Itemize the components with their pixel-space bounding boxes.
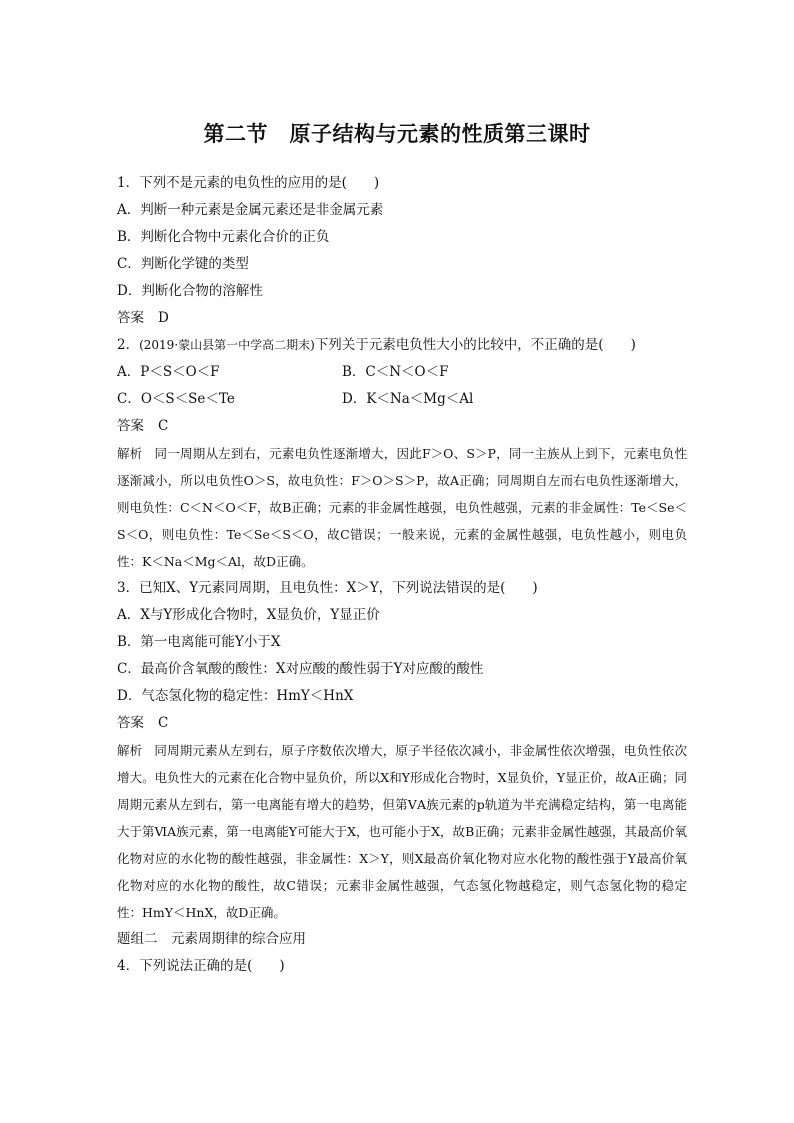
answer-label: 答案 xyxy=(117,418,144,434)
question-1-option-b: B．判断化合物中元素化合价的正负 xyxy=(117,229,330,245)
question-1-answer xyxy=(117,305,687,332)
answer-value: C xyxy=(158,715,169,731)
page-title: 第二节 原子结构与元素的性质第三课时 xyxy=(203,122,591,146)
question-1-option-d: D．判断化合物的溶解性 xyxy=(117,283,263,299)
document-body xyxy=(117,170,687,980)
explanation-text: 同一周期从左到右，元素电负性逐渐增大，因此F＞O、S＞P，同一主族从上到下，元素电负性逐渐减小，所以电负性O＞S，故电负性：F＞O＞S＞P，故A正确；同周期自左而右电负性逐渐增大，则电负性：C＜N＜O＜F，故B正确；元素的非金属性越强，电负性越强，元素的非金属性：Te＜Se＜S＜O，则电负性：Te＜Se＜S＜O，故C错误；一般来说，元素的金属性越强，电负性越小，则电负性：K＜Na＜Mg＜Al，故D正确。 xyxy=(117,446,687,569)
question-4-stem: 4．下列说法正确的是( ) xyxy=(117,958,285,974)
question-3-answer xyxy=(117,710,687,737)
explanation-text: 同周期元素从左到右，原子序数依次增大，原子半径依次减小，非金属性依次增强，电负性依次增大。电负性大的元素在化合物中显负价，所以X和Y形成化合物时，X显负价，Y显正价，故A正确；同周期元素从左到右，第一电离能有增大的趋势，但第ⅤA族元素的p轨道为半充满稳定结构，第一电离能大于第ⅥA族元素，第一电离能Y可能大于X，也可能小于X，故B正确；元素非金属性越强，其最高价氧化物对应的水化物的酸性越强，非金属性：X＞Y，则X最高价氧化物对应水化物的酸性强于Y最高价氧化物对应的水化物的酸性，故C错误；元素非金属性越强，气态氢化物越稳定，则气态氢化物的稳定性：HmY＜HnX，故D正确。 xyxy=(117,743,687,920)
question-2-options-row-2 xyxy=(117,386,687,413)
question-2-option-a: A．P＜S＜O＜F xyxy=(117,364,220,380)
question-1-stem: 1．下列不是元素的电负性的应用的是( ) xyxy=(117,175,380,191)
question-3-stem: 3．已知X、Y元素同周期，且电负性：X＞Y，下列说法错误的是( ) xyxy=(117,580,538,596)
explanation-label: 解析 xyxy=(117,743,143,758)
answer-value: D xyxy=(158,310,169,326)
question-1-option-c: C．判断化学键的类型 xyxy=(117,256,249,272)
answer-value: C xyxy=(158,418,169,434)
question-3-explanation xyxy=(117,737,687,926)
answer-label: 答案 xyxy=(117,310,144,326)
question-2-options-row-1 xyxy=(117,359,687,386)
question-3-option-a: A．X与Y形成化合物时，X显负价，Y显正价 xyxy=(117,607,380,623)
question-2-option-b: B．C＜N＜O＜F xyxy=(342,364,449,380)
question-2-answer xyxy=(117,413,687,440)
question-2-option-d: D．K＜Na＜Mg＜Al xyxy=(342,391,474,407)
explanation-label: 解析 xyxy=(117,446,143,461)
question-source-note: (2019·蒙山县第一中学高二期末) xyxy=(139,338,315,352)
question-1-option-a: A．判断一种元素是金属元素还是非金属元素 xyxy=(117,202,384,218)
question-2-stem: 2．(2019·蒙山县第一中学高二期末)下列关于元素电负性大小的比较中，不正确的是( ) xyxy=(117,337,636,353)
answer-label: 答案 xyxy=(117,715,144,731)
section-heading: 题组二 元素周期律的综合应用 xyxy=(117,931,306,947)
question-3-option-c: C．最高价含氧酸的酸性：X对应酸的酸性弱于Y对应酸的酸性 xyxy=(117,661,484,677)
question-2-option-c: C．O＜S＜Se＜Te xyxy=(117,391,235,407)
question-3-option-b: B．第一电离能可能Y小于X xyxy=(117,634,281,650)
question-2-explanation xyxy=(117,440,687,575)
question-3-option-d: D．气态氢化物的稳定性：HmY＜HnX xyxy=(117,688,354,704)
